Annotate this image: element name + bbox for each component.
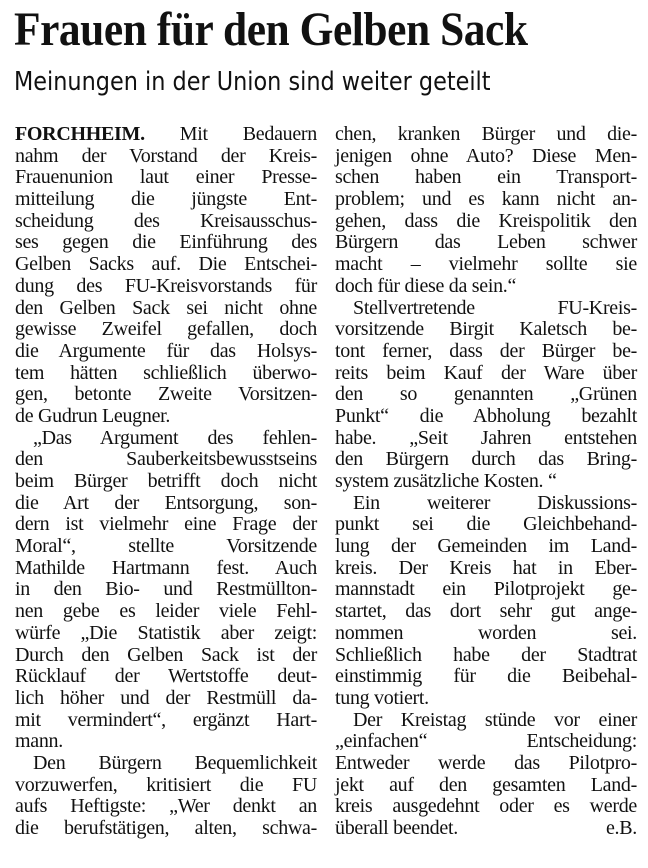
subheadline: Meinungen in der Union sind weiter geteilt [14, 67, 491, 97]
text-line: problem; und es kann nicht an- [335, 188, 637, 211]
text-line: Bürgern das Leben schwer [335, 231, 637, 254]
text-line: mitteilung die jüngste Ent- [15, 188, 317, 211]
text-line: Frauenunion laut einer Presse- [15, 166, 317, 189]
text-line: Rücklauf der Wertstoffe deut- [15, 665, 317, 688]
text-line: beim Bürger betrifft doch nicht [15, 470, 317, 492]
text-line: aufs Heftigste: „Wer denkt an [15, 795, 317, 818]
text-line: FORCHHEIM. Mit Bedauern [15, 123, 317, 145]
text-line: den Sauberkeitsbewusstseins [15, 448, 317, 471]
article-column-left [15, 124, 317, 840]
text-line: Entweder werde das Pilotpro- [335, 751, 637, 774]
text-line: mann. [15, 730, 63, 753]
article-column-right [335, 124, 637, 840]
text-line: scheidung des Kreisausschus- [15, 209, 317, 232]
headline: Frauen für den Gelben Sack [14, 3, 528, 56]
text-line: einstimmig für die Beibehal- [335, 665, 637, 688]
text-line: ses gegen die Einführung des [15, 231, 317, 254]
text-line: Ein weiterer Diskussions- [353, 491, 637, 514]
text-line: jekt auf den gesamten Land- [335, 773, 637, 796]
text-line: Moral“, stellte Vorsitzende [15, 535, 317, 558]
text-line: tung votiert. [335, 686, 429, 709]
text-line: mit vermindert“, ergänzt Hart- [15, 708, 317, 731]
text-line: kreis. Der Kreis hat in Eber- [335, 556, 637, 579]
text-line: dern ist vielmehr eine Frage der [15, 513, 317, 536]
text-line: doch für diese da sein.“ [335, 274, 517, 297]
text-line: die Art der Entsorgung, son- [15, 491, 317, 514]
text-line: mannstadt ein Pilotprojekt ge- [335, 578, 637, 601]
text-line: punkt sei die Gleichbehand- [335, 513, 637, 536]
text-line: Punkt“ die Abholung bezahlt [335, 404, 637, 427]
text-line: Gelben Sacks auf. Die Entschei- [15, 253, 317, 276]
text-line: „einfachen“ Entscheidung: [335, 730, 637, 753]
text-line: vorzuwerfen, kritisiert die FU [15, 773, 317, 796]
text-line: Der Kreistag stünde vor einer [353, 708, 637, 731]
text-line: den Bürgern durch das Bring- [335, 448, 637, 471]
text-line: de Gudrun Leugner. [15, 404, 171, 427]
text-line: system zusätzliche Kosten. “ [335, 470, 557, 492]
text-line: gehen, dass die Kreispolitik den [335, 209, 637, 232]
text-line: gen, betonte Zweite Vorsitzen- [15, 383, 317, 406]
text-line: jenigen ohne Auto? Diese Men- [335, 144, 637, 167]
text-line: Mathilde Hartmann fest. Auch [15, 556, 317, 579]
text-line: reits beim Kauf der Ware über [335, 361, 637, 384]
text-line: Schließlich habe der Stadtrat [335, 643, 637, 666]
text-line: dung des FU-Kreisvorstands für [15, 274, 317, 297]
text-line: nommen worden sei. [335, 621, 637, 644]
text-line: in den Bio- und Restmüllton- [15, 578, 317, 601]
text-line: habe. „Seit Jahren entstehen [335, 426, 637, 449]
text-line: nahm der Vorstand der Kreis- [15, 144, 317, 167]
text-line: lung der Gemeinden im Land- [335, 535, 637, 558]
text-line: nen gebe es leider viele Fehl- [15, 600, 317, 623]
text-line: startet, das dort sehr gut ange- [335, 600, 637, 623]
text-line: den so genannten „Grünen [335, 383, 637, 406]
text-line: Stellvertretende FU-Kreis- [353, 296, 637, 319]
text-line: chen, kranken Bürger und die- [335, 123, 637, 145]
author-initials: e.B. [605, 817, 637, 839]
text-line: tem hätten schließlich überwo- [15, 361, 317, 384]
text-line: die Argumente für das Holsys- [15, 339, 317, 362]
text-line: macht – vielmehr sollte sie [335, 253, 637, 276]
text-line: „Das Argument des fehlen- [33, 426, 317, 449]
text-line: schen haben ein Transport- [335, 166, 637, 189]
text-line: den Gelben Sack sei nicht ohne [15, 296, 317, 319]
text-line: würfe „Die Statistik aber zeigt: [15, 621, 317, 644]
text-line: kreis ausgedehnt oder es werde [335, 795, 637, 818]
text-line: Den Bürgern Bequemlichkeit [33, 751, 317, 774]
text-line: die berufstätigen, alten, schwa- [15, 817, 317, 839]
text-line: gewisse Zweifel gefallen, doch [15, 318, 317, 341]
text-line: lich höher und der Restmüll da- [15, 686, 317, 709]
text-line: überall beendet. e.B. [335, 817, 637, 839]
text-line: Durch den Gelben Sack ist der [15, 643, 317, 666]
text-line: tont ferner, dass der Bürger be- [335, 339, 637, 362]
text-line: vorsitzende Birgit Kaletsch be- [335, 318, 637, 341]
dateline: FORCHHEIM. [15, 123, 145, 145]
